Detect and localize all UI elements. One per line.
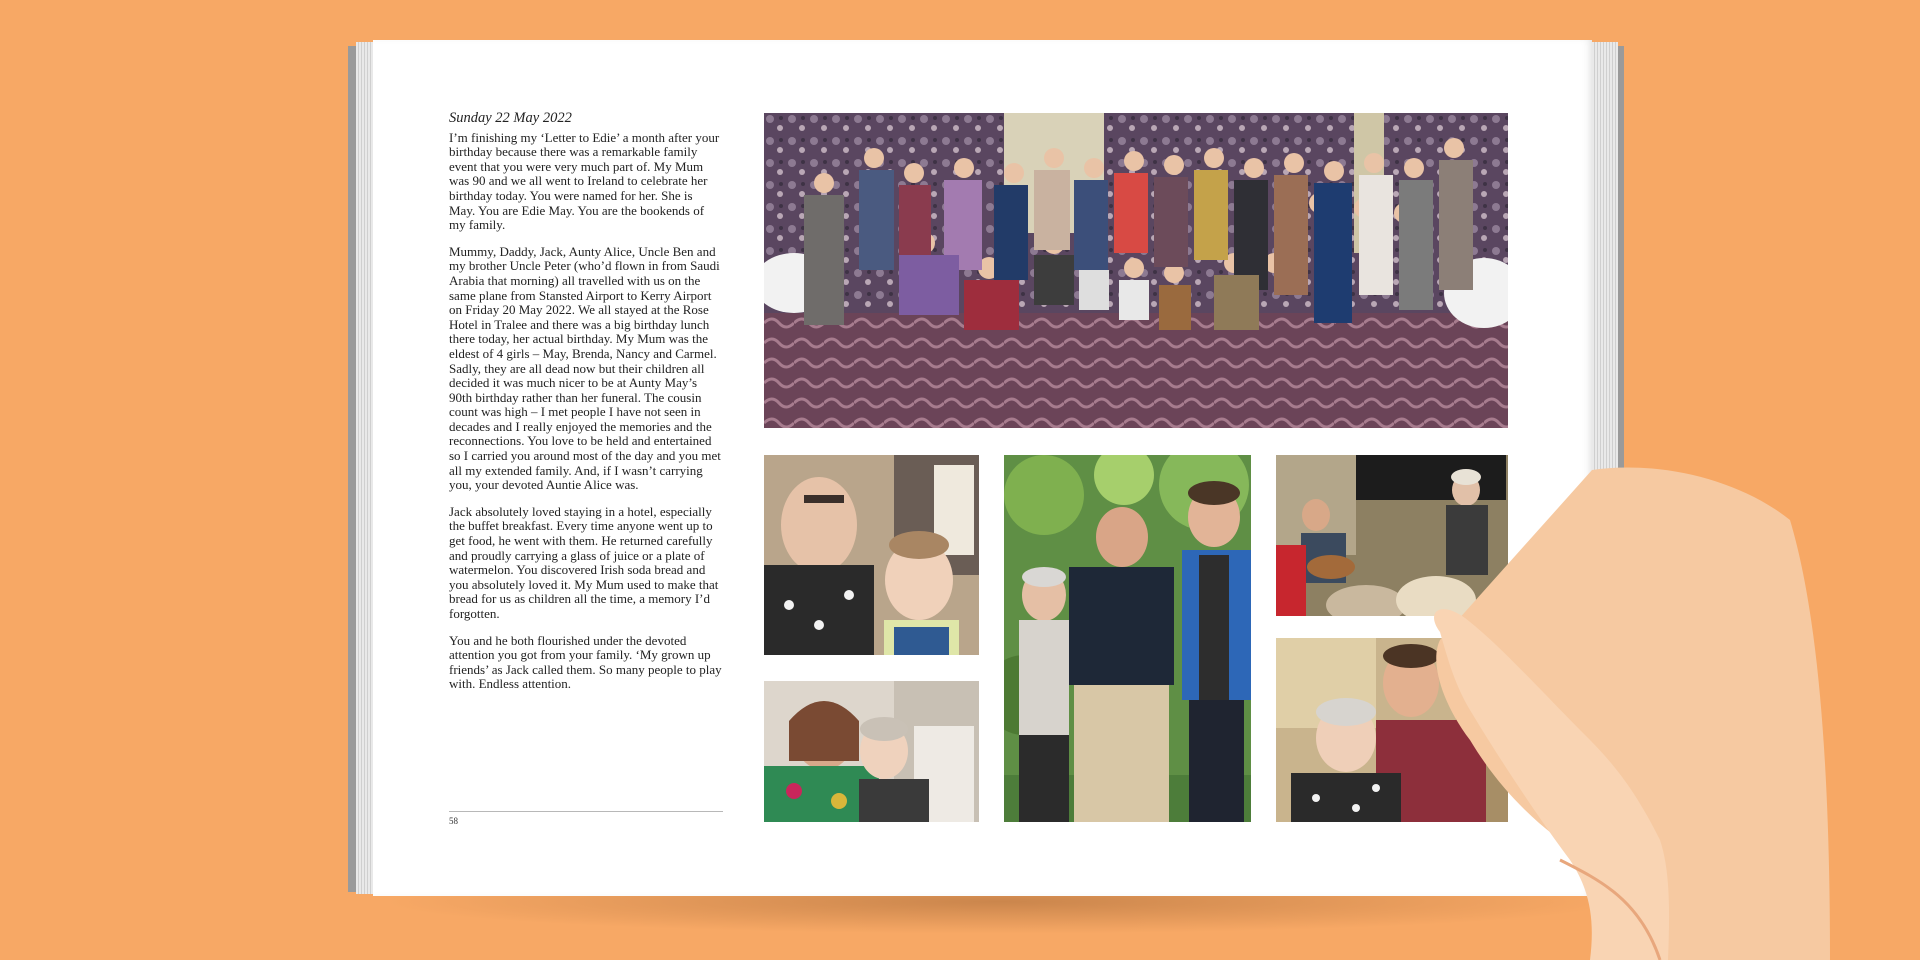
photo-grandmother-grandson [1276, 638, 1508, 822]
photo-three-people [1004, 455, 1251, 822]
paragraph-2: Mummy, Daddy, Jack, Aunty Alice, Uncle Ben and my brother Uncle Peter (who’d flown in from Saudi Arabia that morning) all travelled with us on the same plane from Stansted Airport to Kerry Airport on Friday 20 May 2022. We all stayed at the Rose Hotel in Tralee and there was a big birthday lunch there today, her actual birthday. My Mum was the eldest of 4 girls – May, Brenda, Nancy and Carmel. Sadly, they are all dead now but their children all decided it was much nicer to be at Aunty May’s 90th birthday rather than her funeral. The cousin count was high – I met people I have not seen in decades and I really enjoyed the memories and the reconnections. You love to be held and entertained so I carried you around most of the day and you met all my extended family. And, if I wasn’t carrying you, your devoted Auntie Alice was. [449, 243, 721, 493]
photo-grandmother-baby [764, 455, 979, 655]
paragraph-4: You and he both flourished under the devoted attention you got from your family. ‘My grown up friends’ as Jack called them. So many people to play with. Endless attention. [449, 632, 722, 692]
paragraph-1: I’m finishing my ‘Letter to Edie’ a month after your birthday because there was a remarkable family event that you were very much part of. My Mum was 90 and we all went to Ireland to celebrate her birthday today. You were named for her. She is May. You are Edie May. You are the bookends of my family. [449, 129, 720, 233]
text-column [449, 111, 722, 704]
page-number: 58 [449, 816, 458, 826]
date-heading: Sunday 22 May 2022 [449, 110, 572, 126]
paragraph-3: Jack absolutely loved staying in a hotel, especially the buffet breakfast. Every time anyone went up to get food, he went with them. He returned carefully and proudly carrying a glass of juice or a plate of watermelon. You discovered Irish soda bread and you absolutely loved it. My Mum used to make that bread for us as children all the time, a memory I’d forgotten. [449, 503, 719, 621]
footer-rule [449, 811, 723, 812]
photo-music [1276, 455, 1508, 616]
group-photo [764, 113, 1508, 428]
photo-two-ladies [764, 681, 979, 822]
